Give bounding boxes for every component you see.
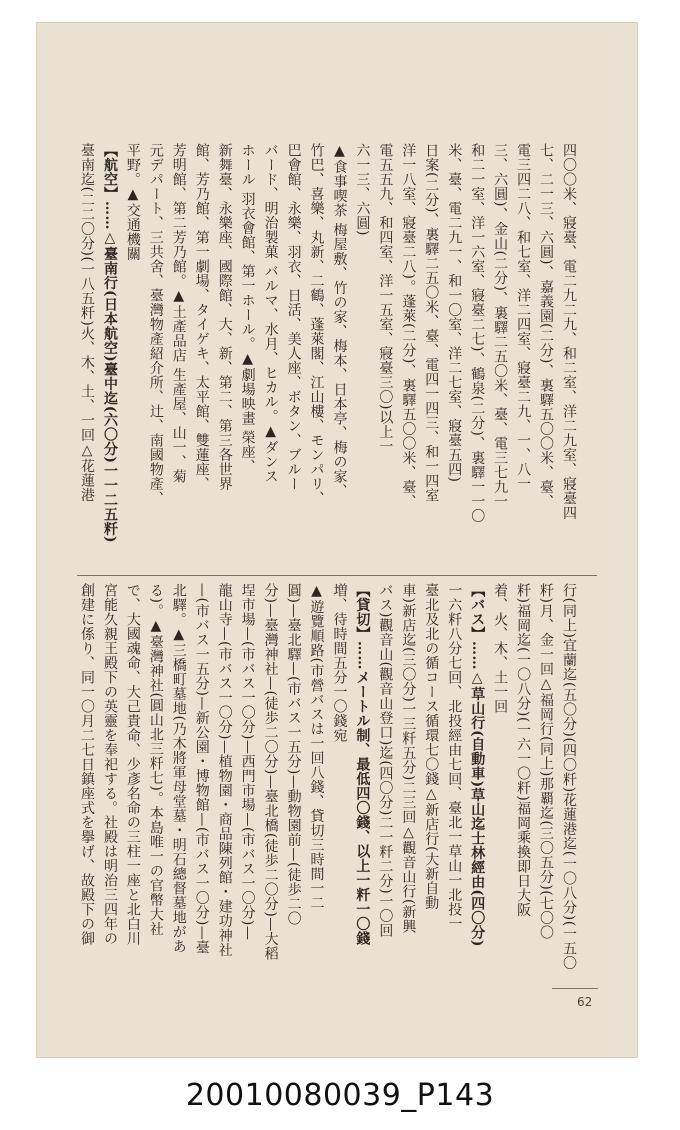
lower-text-column: 【貸切】……メートル制、最低四〇錢、以上一粁一〇錢: [354, 583, 371, 946]
upper-text-column: 七、二一三、六圓)、嘉義園(二分)、裏驛五〇〇米、臺、: [538, 143, 555, 509]
upper-text-column: ▲食事喫茶 梅屋敷、竹の家、梅本、日本亭、梅の家、: [331, 143, 348, 498]
upper-text-block: [77, 143, 582, 573]
upper-text-column: 館、芳乃館、第一劇場、タイゲキ、太平館、雙蓮座、: [193, 143, 210, 491]
lower-text-column: 【バス】……△草山行(自動車)草山迄士林經由(四〇分): [469, 583, 486, 947]
lower-text-column: 車)新店迄(三〇分)一三粁五分)二三回△觀音山行(新興: [400, 583, 417, 934]
lower-text-column: で、大國魂命、大己貴命、少彥名命の三柱一座と北白川: [124, 583, 141, 946]
lower-text-column: 行(同上)宜蘭迄(五〇分)(四〇粁)花蓮港迄(一〇八分)(一五〇: [561, 583, 577, 971]
upper-text-column: 元デパート、三共舍、臺灣物產紹介所、辻、南國物產、: [147, 143, 164, 506]
lower-text-column: 創建に係り、同一〇月二七日鎮座式を擧げ、故殿下の御: [78, 583, 95, 946]
upper-text-column: ホール 羽衣會館、第一ホール。▲劇場映畫 榮座、: [239, 143, 256, 474]
upper-text-column: 和二一室、洋一六室、寢臺二七)、鶴泉(二分)、裏驛一一〇: [469, 143, 486, 524]
upper-text-column: 四〇〇米、寢臺、電二九二九、和二室、洋二九室、寢臺四: [561, 143, 577, 520]
upper-text-column: 臺南迄(二二〇分)(一八五粁)火、木、土、一回△花蓮港: [78, 143, 95, 503]
section-divider: [77, 575, 597, 576]
upper-text-column: 新舞臺、永樂座、國際館、大、新、第二、第三各世界: [216, 143, 233, 491]
lower-text-column: 粁)福岡迄(一〇八分)(一六一〇粁)福岡乘換即日大阪: [515, 583, 532, 918]
lower-text-column: 一六粁八分七回、北投經由七回、臺北一草山一北投一: [446, 583, 463, 931]
upper-text-column: バード、明治製菓 バルマ、水月、ヒカル。▲ダンス: [262, 143, 279, 484]
page-number-rule: [552, 988, 598, 989]
lower-text-column: 粁)月、金一回△福岡行(同上)那覇迄(三〇五分)(七〇〇: [538, 583, 555, 940]
lower-text-column: —(市バス一五分)—新公園・博物館—(市バス一〇分)—臺: [193, 583, 210, 955]
upper-columns: [77, 143, 582, 573]
lower-text-column: 圓)—臺北驛—(市バス一五分)—動物園前—(徒歩二〇: [285, 583, 302, 926]
lower-text-column: 着、火、木、土一回: [492, 583, 509, 714]
lower-text-column: バス)觀音山(觀音山登口)迄(四〇分)二一粁二分)一〇回: [377, 583, 394, 938]
upper-text-column: 芳明館、第二芳乃館。▲土產品店 生產屋、山一、菊: [170, 143, 187, 484]
upper-text-column: 巴會館、永樂、羽衣、日活、美人座、ボタン、ブルー: [285, 143, 302, 491]
upper-text-column: 洋一八室、寢臺二八)。蓬萊(二分)、裏驛五〇〇米、臺、: [400, 143, 417, 509]
lower-text-column: 分)—臺灣神社—(徒歩二〇分)—臺北橋(徒歩二〇分)—大稻: [262, 583, 279, 961]
upper-text-column: 竹巴、喜樂、丸新、二鶴、蓬萊閣、江山樓、モンパリ、: [308, 143, 325, 506]
upper-text-column: 三、六圓)、金山(二分)、裏驛二五〇米、臺、電三七九一: [492, 143, 509, 509]
upper-text-column: 平野。▲交通機關: [124, 143, 141, 261]
upper-text-column: 米、臺、電二九一、和一〇室、洋二七室、寢臺五四): [446, 143, 463, 483]
lower-text-block: [77, 583, 582, 1019]
upper-text-column: 【航空】……△臺南行(日本航空)臺中迄(六〇分)一一二五粁): [101, 143, 118, 544]
lower-text-column: る)。▲臺灣神社(圓山北三粁七)。本島唯一の官幣大社: [147, 583, 164, 937]
lower-columns: [77, 583, 582, 1019]
lower-text-column: 臺北及北の循コース循環七〇錢△新店行(大新自動: [423, 583, 440, 910]
lower-text-column: 龍山寺—(市バス一〇分)—植物園・商品陳列館・建功神社: [216, 583, 233, 958]
page-number: 62: [577, 995, 593, 1009]
lower-text-column: ▲遊覽順路(市營バスは一回八錢、貸切三時間一二: [308, 583, 325, 910]
upper-text-column: 電五五九、和四室、洋一五室、寢臺三〇)以上一: [377, 143, 394, 454]
lower-text-column: 増、待時間五分一〇錢宛: [331, 583, 348, 743]
upper-text-column: 六一三、六圓): [354, 143, 371, 236]
lower-text-column: 宮能久親王殿下の英靈を奉祀する。社殿は明治三四年の: [101, 583, 118, 946]
upper-text-column: 日案(二分)、裏驛二五〇米、臺、電四一四三、和一四室: [423, 143, 440, 503]
lower-text-column: 北驛。▲三橋町墓地(乃木將軍母堂墓・明石總督墓地があ: [170, 583, 187, 954]
scanned-page: [36, 22, 638, 1058]
lower-text-column: 埕市場—(市バス一〇分)—西門市場—(市バス一〇分)—: [239, 583, 256, 941]
image-caption: 20010080039_P143: [185, 1078, 495, 1113]
upper-text-column: 電三四二八、和七室、洋二四室、寢臺二九、一、八一: [515, 143, 532, 491]
